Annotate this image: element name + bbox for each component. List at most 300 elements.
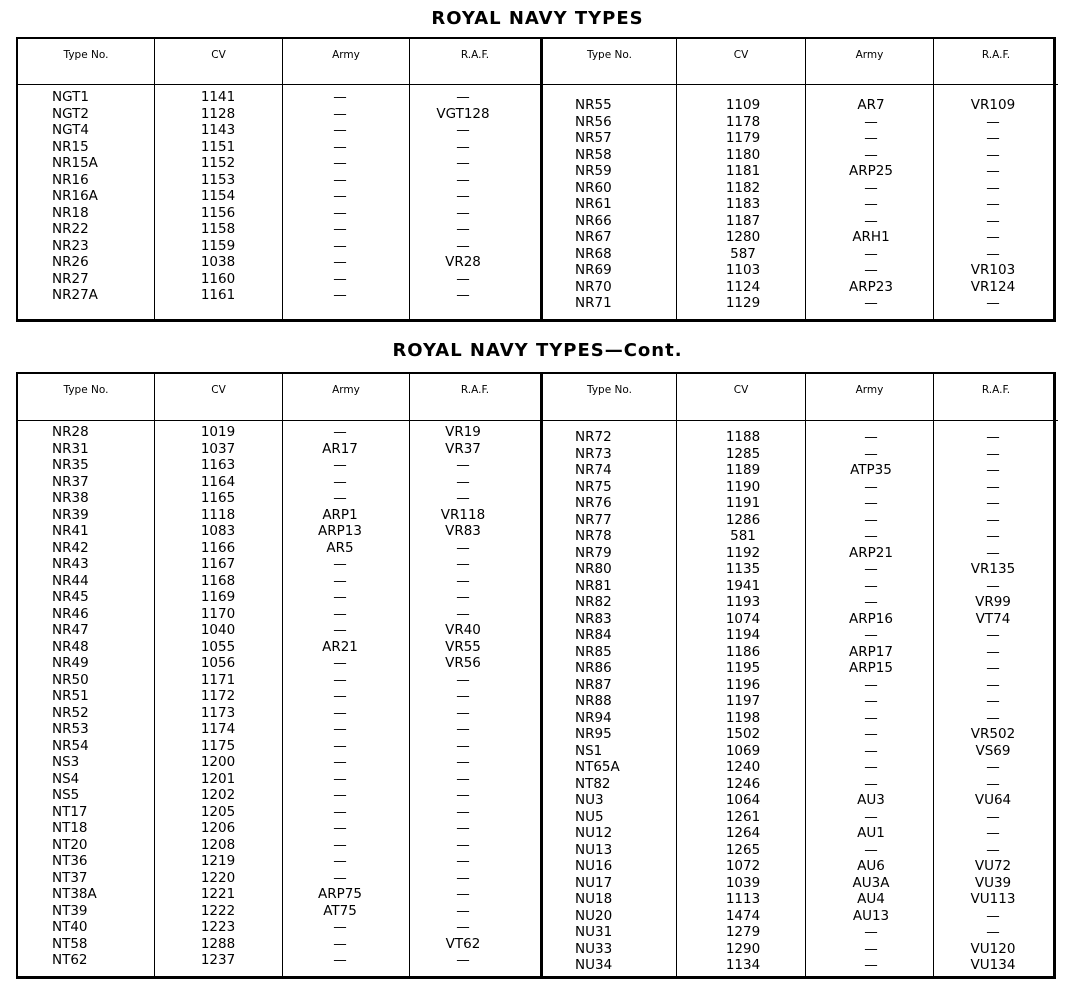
table-cell: — bbox=[333, 605, 347, 622]
table-cell: — bbox=[456, 820, 470, 836]
table-cell: AU13 bbox=[852, 907, 890, 924]
table-cell: 1083 bbox=[200, 523, 236, 539]
table-cell: — bbox=[986, 445, 1000, 462]
table-cell: — bbox=[986, 495, 1000, 511]
table-cell: — bbox=[456, 721, 470, 737]
table-cell: NR28 bbox=[52, 424, 89, 440]
table-cell: — bbox=[986, 759, 1000, 775]
table-cell: — bbox=[333, 188, 347, 204]
table-cell: 1153 bbox=[200, 171, 236, 188]
table-cell: AU6 bbox=[857, 858, 885, 874]
column-divider bbox=[154, 84, 155, 319]
table-cell: — bbox=[864, 196, 878, 212]
table-cell: NR43 bbox=[52, 556, 89, 572]
table-cell: NR84 bbox=[575, 627, 612, 643]
table-cell: — bbox=[864, 130, 878, 146]
table-cell: 1165 bbox=[200, 490, 236, 506]
table-cell: — bbox=[986, 841, 1000, 858]
table-cell: — bbox=[456, 473, 470, 490]
table-cell: 1186 bbox=[725, 643, 761, 660]
table-cell: 1206 bbox=[200, 820, 236, 836]
column-header bbox=[805, 374, 933, 420]
table-cell: — bbox=[986, 511, 1000, 528]
table-cell: 1055 bbox=[200, 638, 236, 655]
table-cell: 1194 bbox=[725, 627, 761, 643]
table-cell: 1189 bbox=[725, 462, 761, 478]
table-cell: — bbox=[333, 853, 347, 869]
table-cell: NR38 bbox=[52, 490, 89, 506]
table-cell: NR71 bbox=[575, 295, 612, 311]
type-no-column bbox=[575, 429, 675, 974]
table-cell: NR57 bbox=[575, 130, 612, 146]
table-cell: NR53 bbox=[52, 721, 89, 737]
table-cell: — bbox=[456, 787, 470, 803]
table-cell: — bbox=[333, 105, 347, 122]
table-cell: NR66 bbox=[575, 212, 612, 229]
table1-right-half bbox=[540, 39, 1058, 319]
table-cell: NU13 bbox=[575, 841, 613, 858]
table-cell: 1166 bbox=[200, 539, 236, 556]
table-cell: — bbox=[986, 462, 1000, 478]
table-cell: NT20 bbox=[52, 836, 88, 853]
table-cell: 1113 bbox=[725, 891, 761, 907]
table-cell: — bbox=[333, 457, 347, 473]
table-cell: NR86 bbox=[575, 660, 612, 676]
table-cell: NS5 bbox=[52, 787, 80, 803]
table-cell: ARP75 bbox=[318, 886, 362, 902]
table-cell: — bbox=[864, 262, 878, 278]
table-cell: — bbox=[456, 237, 470, 254]
table-cell: — bbox=[333, 803, 347, 820]
table-cell: 1129 bbox=[725, 295, 761, 311]
table-cell: NR47 bbox=[52, 622, 89, 638]
table-cell: NR54 bbox=[52, 737, 89, 754]
table-cell: NR52 bbox=[52, 704, 89, 721]
table-cell: 1039 bbox=[725, 874, 761, 891]
table-cell: 1160 bbox=[200, 270, 236, 287]
table-cell: — bbox=[333, 589, 347, 605]
table-cell: — bbox=[864, 478, 878, 495]
table-cell: 1190 bbox=[725, 478, 761, 495]
table-cell: AU3 bbox=[857, 792, 885, 808]
table-cell: — bbox=[864, 594, 878, 610]
table-cell: — bbox=[333, 836, 347, 853]
column-header bbox=[543, 39, 676, 84]
table-cell: NR67 bbox=[575, 229, 612, 245]
column-header-label: CV bbox=[733, 384, 749, 396]
table2-title: ROYAL NAVY TYPES—Cont. bbox=[392, 340, 683, 361]
table-cell: — bbox=[333, 473, 347, 490]
column-header-label: CV bbox=[733, 49, 749, 61]
table-header bbox=[18, 374, 540, 421]
column-header bbox=[282, 374, 409, 420]
table-cell: NR76 bbox=[575, 495, 612, 511]
table-cell: 1064 bbox=[725, 792, 761, 808]
table-cell: ARP21 bbox=[849, 544, 893, 561]
column-header bbox=[933, 39, 1058, 84]
table-cell: 1118 bbox=[200, 506, 236, 523]
table-cell: NT39 bbox=[52, 902, 88, 919]
table-cell: NR78 bbox=[575, 528, 612, 544]
table-cell: — bbox=[864, 693, 878, 709]
table-cell: NS1 bbox=[575, 742, 603, 759]
table-cell: NR50 bbox=[52, 671, 89, 688]
table-cell: NU34 bbox=[575, 957, 613, 973]
table-cell: — bbox=[864, 577, 878, 594]
raf-column bbox=[413, 424, 513, 969]
table-cell: — bbox=[456, 204, 470, 221]
table-cell: VR83 bbox=[445, 523, 481, 539]
table-cell: — bbox=[864, 709, 878, 726]
column-divider bbox=[933, 84, 934, 319]
table-cell: — bbox=[333, 787, 347, 803]
table-cell: — bbox=[333, 704, 347, 721]
table-cell: 1222 bbox=[200, 902, 236, 919]
table-cell: VR103 bbox=[970, 262, 1016, 278]
table-cell: — bbox=[333, 671, 347, 688]
table-cell: — bbox=[456, 704, 470, 721]
table-cell: — bbox=[986, 709, 1000, 726]
column-header bbox=[282, 39, 409, 84]
table-cell: NR22 bbox=[52, 221, 89, 237]
table-cell: ARP17 bbox=[849, 643, 893, 660]
table-cell: — bbox=[456, 737, 470, 754]
table-cell: — bbox=[986, 212, 1000, 229]
table-cell: 1195 bbox=[725, 660, 761, 676]
table-cell: ATP35 bbox=[850, 462, 892, 478]
table-cell: — bbox=[333, 655, 347, 671]
table-cell: — bbox=[986, 528, 1000, 544]
table-cell: 1288 bbox=[200, 935, 236, 952]
table-cell: VT74 bbox=[975, 610, 1011, 627]
table-cell: 1163 bbox=[200, 457, 236, 473]
table-cell: NU5 bbox=[575, 808, 604, 825]
table-cell: — bbox=[333, 490, 347, 506]
table-cell: — bbox=[456, 89, 470, 105]
table-cell: 1200 bbox=[200, 754, 236, 770]
table-cell: NR75 bbox=[575, 478, 612, 495]
table-header bbox=[543, 374, 1058, 421]
column-divider bbox=[409, 84, 410, 319]
table-cell: — bbox=[333, 204, 347, 221]
table-cell: — bbox=[456, 457, 470, 473]
column-header-label: Type No. bbox=[63, 49, 109, 61]
table-cell: VU64 bbox=[974, 792, 1012, 808]
column-divider bbox=[933, 420, 934, 976]
table-cell: 1156 bbox=[200, 204, 236, 221]
table-cell: 1192 bbox=[725, 544, 761, 561]
table-cell: — bbox=[333, 155, 347, 171]
table-cell: NT40 bbox=[52, 919, 88, 935]
table-cell: — bbox=[864, 212, 878, 229]
column-divider bbox=[409, 420, 410, 976]
column-header bbox=[409, 39, 540, 84]
table-cell: 1202 bbox=[200, 787, 236, 803]
table-cell: NR95 bbox=[575, 726, 612, 742]
table-cell: — bbox=[986, 295, 1000, 311]
cv-column bbox=[703, 429, 783, 974]
table-cell: 1164 bbox=[200, 473, 236, 490]
table-cell: NR39 bbox=[52, 506, 89, 523]
column-header bbox=[543, 374, 676, 420]
table-cell: ARP15 bbox=[849, 660, 893, 676]
table-cell: 1038 bbox=[200, 254, 236, 270]
table-cell: — bbox=[986, 179, 1000, 196]
table-cell: — bbox=[864, 957, 878, 973]
table-cell: 1191 bbox=[725, 495, 761, 511]
table-cell: — bbox=[864, 759, 878, 775]
table-cell: — bbox=[986, 676, 1000, 693]
table-cell: 1175 bbox=[200, 737, 236, 754]
table-cell: — bbox=[456, 221, 470, 237]
table-cell: NR35 bbox=[52, 457, 89, 473]
table-cell: NR15A bbox=[52, 155, 98, 171]
table-cell: NR27A bbox=[52, 287, 98, 303]
table-cell: VR135 bbox=[970, 561, 1016, 577]
table-cell: 1124 bbox=[725, 278, 761, 295]
table-cell: NU3 bbox=[575, 792, 604, 808]
table-cell: ARP25 bbox=[849, 163, 893, 179]
table-cell: VR19 bbox=[445, 424, 481, 440]
table-cell: — bbox=[456, 688, 470, 704]
table-cell: NR85 bbox=[575, 643, 612, 660]
table-cell: 1103 bbox=[725, 262, 761, 278]
table-cell: 1208 bbox=[200, 836, 236, 853]
table-cell: VR28 bbox=[445, 254, 481, 270]
table-cell: 1280 bbox=[725, 229, 761, 245]
table-cell: NGT2 bbox=[52, 105, 89, 122]
table-cell: — bbox=[864, 113, 878, 130]
table-cell: — bbox=[333, 89, 347, 105]
table-cell: NR15 bbox=[52, 138, 89, 155]
column-header-label: R.A.F. bbox=[981, 49, 1011, 61]
table-cell: NR70 bbox=[575, 278, 612, 295]
table-cell: 1168 bbox=[200, 572, 236, 589]
table-cell: — bbox=[333, 737, 347, 754]
column-header bbox=[154, 374, 282, 420]
table-cell: VR55 bbox=[445, 638, 481, 655]
table-cell: — bbox=[864, 676, 878, 693]
table-cell: — bbox=[986, 163, 1000, 179]
table-cell: NR73 bbox=[575, 445, 612, 462]
table-cell: NS4 bbox=[52, 770, 80, 787]
table-cell: 1246 bbox=[725, 775, 761, 792]
table-cell: NR44 bbox=[52, 572, 89, 589]
table-cell: AU4 bbox=[857, 891, 885, 907]
table2-left-half bbox=[18, 374, 540, 976]
table-cell: AR21 bbox=[322, 638, 358, 655]
table-cell: — bbox=[333, 237, 347, 254]
type-no-column bbox=[575, 97, 675, 312]
table-cell: AU1 bbox=[857, 825, 885, 841]
table-cell: 1502 bbox=[725, 726, 761, 742]
table-cell: — bbox=[864, 245, 878, 262]
table-cell: NR72 bbox=[575, 429, 612, 445]
raf-column bbox=[943, 429, 1043, 974]
table-cell: NR59 bbox=[575, 163, 612, 179]
table-cell: — bbox=[456, 539, 470, 556]
table-cell: 1285 bbox=[725, 445, 761, 462]
table-cell: 1135 bbox=[725, 561, 761, 577]
table-header bbox=[543, 39, 1058, 85]
table-cell: VR109 bbox=[970, 97, 1016, 113]
table-cell: — bbox=[333, 424, 347, 440]
table-cell: VU120 bbox=[970, 940, 1016, 957]
table-cell: VR56 bbox=[445, 655, 481, 671]
table-cell: — bbox=[986, 478, 1000, 495]
column-divider bbox=[282, 84, 283, 319]
column-header bbox=[18, 374, 154, 420]
table-cell: AT75 bbox=[323, 902, 357, 919]
table-cell: NU16 bbox=[575, 858, 613, 874]
type-no-column bbox=[52, 89, 152, 304]
table-cell: — bbox=[333, 572, 347, 589]
table-cell: — bbox=[456, 902, 470, 919]
table-cell: NU20 bbox=[575, 907, 613, 924]
table-cell: NT18 bbox=[52, 820, 88, 836]
table-cell: — bbox=[864, 726, 878, 742]
army-column bbox=[821, 429, 921, 974]
column-header bbox=[676, 39, 805, 84]
table-cell: NS3 bbox=[52, 754, 80, 770]
table-cell: NR42 bbox=[52, 539, 89, 556]
table-cell: 1205 bbox=[200, 803, 236, 820]
table-cell: — bbox=[333, 556, 347, 572]
column-header-label: R.A.F. bbox=[981, 384, 1011, 396]
column-header-label: Army bbox=[855, 49, 884, 61]
column-divider bbox=[805, 84, 806, 319]
table-cell: — bbox=[456, 754, 470, 770]
table-cell: NR46 bbox=[52, 605, 89, 622]
table-cell: — bbox=[864, 627, 878, 643]
table-cell: 1237 bbox=[200, 952, 236, 968]
table-cell: 1187 bbox=[725, 212, 761, 229]
table-cell: 1221 bbox=[200, 886, 236, 902]
table-cell: VU72 bbox=[974, 858, 1012, 874]
table-cell: — bbox=[864, 808, 878, 825]
raf-column bbox=[413, 89, 513, 304]
table-cell: — bbox=[456, 836, 470, 853]
table-cell: 1037 bbox=[200, 440, 236, 457]
table-cell: NU18 bbox=[575, 891, 613, 907]
table-cell: — bbox=[456, 770, 470, 787]
table-cell: VR502 bbox=[970, 726, 1016, 742]
column-divider bbox=[805, 420, 806, 976]
table-cell: — bbox=[456, 188, 470, 204]
table-cell: — bbox=[456, 886, 470, 902]
table-cell: — bbox=[456, 853, 470, 869]
column-header bbox=[18, 39, 154, 84]
table-cell: — bbox=[864, 179, 878, 196]
table-cell: NR74 bbox=[575, 462, 612, 478]
table-cell: — bbox=[456, 605, 470, 622]
table-cell: — bbox=[333, 270, 347, 287]
table-cell: 1158 bbox=[200, 221, 236, 237]
table-cell: NR68 bbox=[575, 245, 612, 262]
table-cell: NR94 bbox=[575, 709, 612, 726]
cv-column bbox=[703, 97, 783, 312]
table-cell: — bbox=[333, 688, 347, 704]
table-cell: NR16A bbox=[52, 188, 98, 204]
table-cell: VR37 bbox=[445, 440, 481, 457]
table-header bbox=[18, 39, 540, 85]
table-cell: — bbox=[456, 155, 470, 171]
table-cell: — bbox=[864, 146, 878, 163]
column-header-label: Type No. bbox=[587, 49, 632, 61]
table-cell: NR81 bbox=[575, 577, 612, 594]
table-cell: — bbox=[456, 122, 470, 138]
table-cell: 1151 bbox=[200, 138, 236, 155]
table-cell: NR41 bbox=[52, 523, 89, 539]
column-header-label: CV bbox=[211, 384, 226, 396]
table-cell: — bbox=[456, 952, 470, 968]
table-cell: — bbox=[456, 138, 470, 155]
cv-column bbox=[178, 424, 258, 969]
table-cell: NR37 bbox=[52, 473, 89, 490]
raf-column bbox=[943, 97, 1043, 312]
table-cell: VU134 bbox=[970, 957, 1016, 973]
table-cell: — bbox=[456, 919, 470, 935]
table-cell: 1197 bbox=[725, 693, 761, 709]
table-cell: — bbox=[456, 803, 470, 820]
table-cell: NT62 bbox=[52, 952, 88, 968]
table-cell: — bbox=[986, 196, 1000, 212]
table-cell: AR7 bbox=[857, 97, 885, 113]
table-cell: 1179 bbox=[725, 130, 761, 146]
table-cell: — bbox=[986, 146, 1000, 163]
table-cell: 1074 bbox=[725, 610, 761, 627]
table-cell: — bbox=[456, 572, 470, 589]
table-cell: — bbox=[333, 221, 347, 237]
table-cell: — bbox=[333, 919, 347, 935]
table-cell: NR27 bbox=[52, 270, 89, 287]
army-column bbox=[290, 424, 390, 969]
table-cell: NR16 bbox=[52, 171, 89, 188]
table-cell: NT58 bbox=[52, 935, 88, 952]
table-cell: — bbox=[864, 445, 878, 462]
table-cell: — bbox=[986, 577, 1000, 594]
table-cell: NR45 bbox=[52, 589, 89, 605]
table-cell: 1261 bbox=[725, 808, 761, 825]
column-header bbox=[409, 374, 540, 420]
column-header-label: Army bbox=[855, 384, 884, 396]
table-cell: VR40 bbox=[445, 622, 481, 638]
table-cell: 1941 bbox=[725, 577, 761, 594]
column-header-label: R.A.F. bbox=[460, 384, 490, 396]
table-cell: 1019 bbox=[200, 424, 236, 440]
column-header bbox=[805, 39, 933, 84]
table-cell: ARP1 bbox=[322, 506, 358, 523]
table-cell: 1072 bbox=[725, 858, 761, 874]
type-no-column bbox=[52, 424, 152, 969]
table-cell: NR56 bbox=[575, 113, 612, 130]
table-cell: NR26 bbox=[52, 254, 89, 270]
table-cell: VR99 bbox=[975, 594, 1011, 610]
column-divider bbox=[676, 420, 677, 976]
table-cell: 1183 bbox=[725, 196, 761, 212]
table-cell: — bbox=[986, 113, 1000, 130]
table-cell: 1196 bbox=[725, 676, 761, 693]
table-cell: 1161 bbox=[200, 287, 236, 303]
table-cell: — bbox=[456, 287, 470, 303]
column-header bbox=[154, 39, 282, 84]
table-cell: NR58 bbox=[575, 146, 612, 163]
table-cell: VU113 bbox=[970, 891, 1016, 907]
column-header bbox=[676, 374, 805, 420]
table-cell: 1170 bbox=[200, 605, 236, 622]
table-cell: 1474 bbox=[725, 907, 761, 924]
table-cell: 1223 bbox=[200, 919, 236, 935]
